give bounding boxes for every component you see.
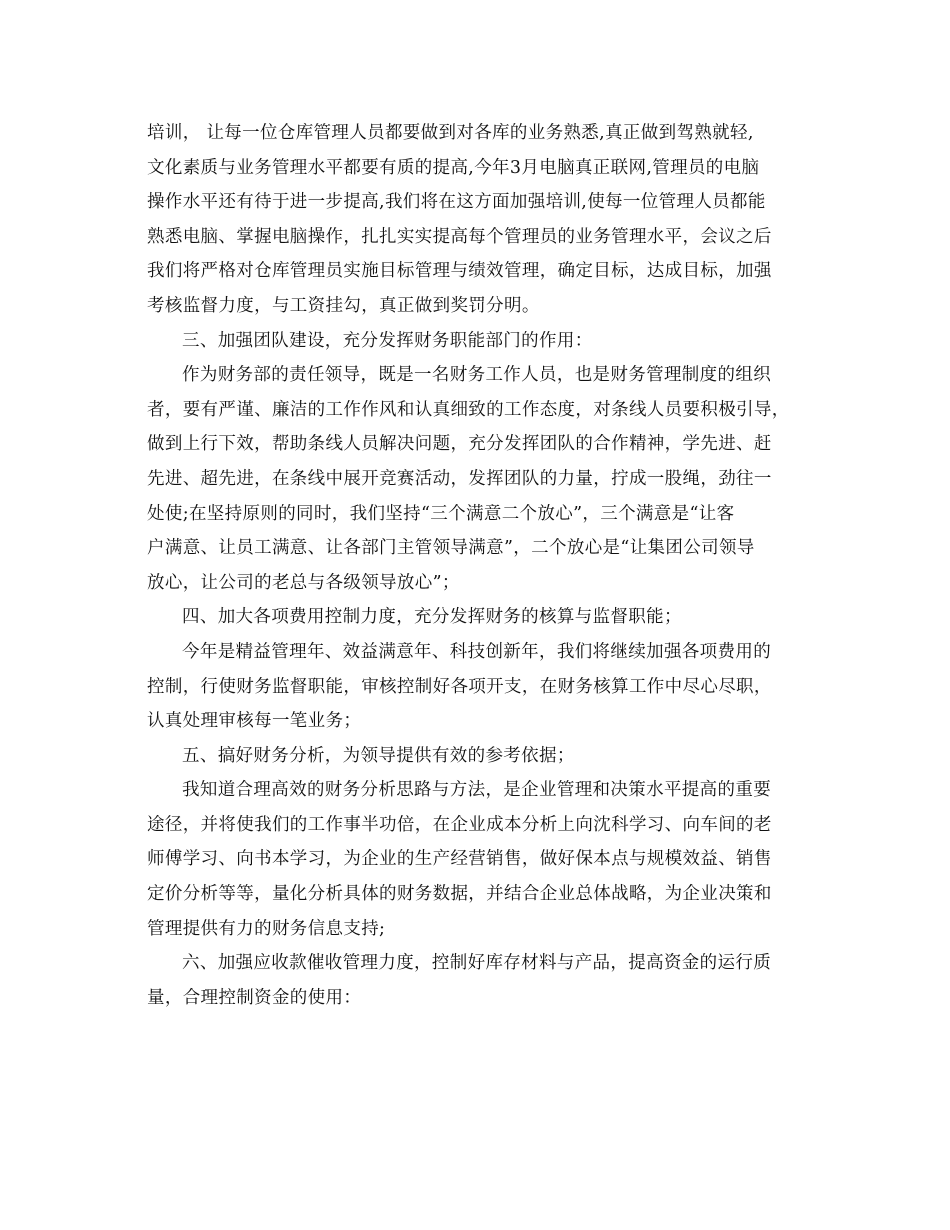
document-line: 三、加强团队建设，充分发挥财务职能部门的作用： xyxy=(182,330,593,351)
document-line: 控制，行使财务监督职能，审核控制好各项开支，在财务核算工作中尽心尽职， xyxy=(147,676,772,697)
document-line: 户满意、让员工满意、让各部门主管领导满意”，二个放心是“让集团公司领导 xyxy=(147,538,755,559)
document-line: 我们将严格对仓库管理员实施目标管理与绩效管理，确定目标，达成目标，加强 xyxy=(147,261,772,282)
document-line: 处使;在坚持原则的同时，我们坚持“三个满意二个放心”，三个满意是“让客 xyxy=(147,503,735,524)
document-line: 途径，并将使我们的工作事半功倍，在企业成本分析上向沈科学习、向车间的老 xyxy=(147,814,772,835)
document-line: 量，合理控制资金的使用： xyxy=(147,987,362,1008)
document-body xyxy=(147,116,817,1015)
document-line: 先进、超先进，在条线中展开竞赛活动，发挥团队的力量，拧成一股绳，劲往一 xyxy=(147,468,772,489)
document-line: 六、加强应收款催收管理力度，控制好库存材料与产品，提高资金的运行质 xyxy=(182,953,772,974)
document-line: 文化素质与业务管理水平都要有质的提高,今年3月电脑真正联网,管理员的电脑 xyxy=(147,157,760,178)
document-line: 放心，让公司的老总与各级领导放心”； xyxy=(147,572,460,593)
document-line: 师傅学习、向书本学习，为企业的生产经营销售，做好保本点与规模效益、销售 xyxy=(147,849,772,870)
document-line: 考核监督力度，与工资挂勾，真正做到奖罚分明。 xyxy=(147,295,540,316)
document-line: 管理提供有力的财务信息支持; xyxy=(147,918,386,939)
document-line: 作为财务部的责任领导，既是一名财务工作人员，也是财务管理制度的组织 xyxy=(182,365,772,386)
document-line: 熟悉电脑、掌握电脑操作，扎扎实实提高每个管理员的业务管理水平，会议之后 xyxy=(147,226,772,247)
document-line: 培训， 让每一位仓库管理人员都要做到对各库的业务熟悉,真正做到驾熟就轻, xyxy=(147,123,754,143)
document-line: 今年是精益管理年、效益满意年、科技创新年，我们将继续加强各项费用的 xyxy=(182,641,772,662)
document-line: 五、搞好财务分析，为领导提供有效的参考依据； xyxy=(182,745,575,766)
document-line: 定价分析等等，量化分析具体的财务数据，并结合企业总体战略，为企业决策和 xyxy=(147,884,772,905)
document-line: 认真处理审核每一笔业务； xyxy=(147,711,362,732)
document-line: 四、加大各项费用控制力度，充分发挥财务的核算与监督职能； xyxy=(182,607,682,628)
document-line: 操作水平还有待于进一步提高,我们将在这方面加强培训,使每一位管理人员都能 xyxy=(147,192,766,213)
document-line: 者，要有严谨、廉洁的工作作风和认真细致的工作态度，对条线人员要积极引导， xyxy=(147,399,790,420)
document-line: 做到上行下效，帮助条线人员解决问题，充分发挥团队的合作精神，学先进、赶 xyxy=(147,434,772,455)
document-line: 我知道合理高效的财务分析思路与方法，是企业管理和决策水平提高的重要 xyxy=(182,780,772,801)
